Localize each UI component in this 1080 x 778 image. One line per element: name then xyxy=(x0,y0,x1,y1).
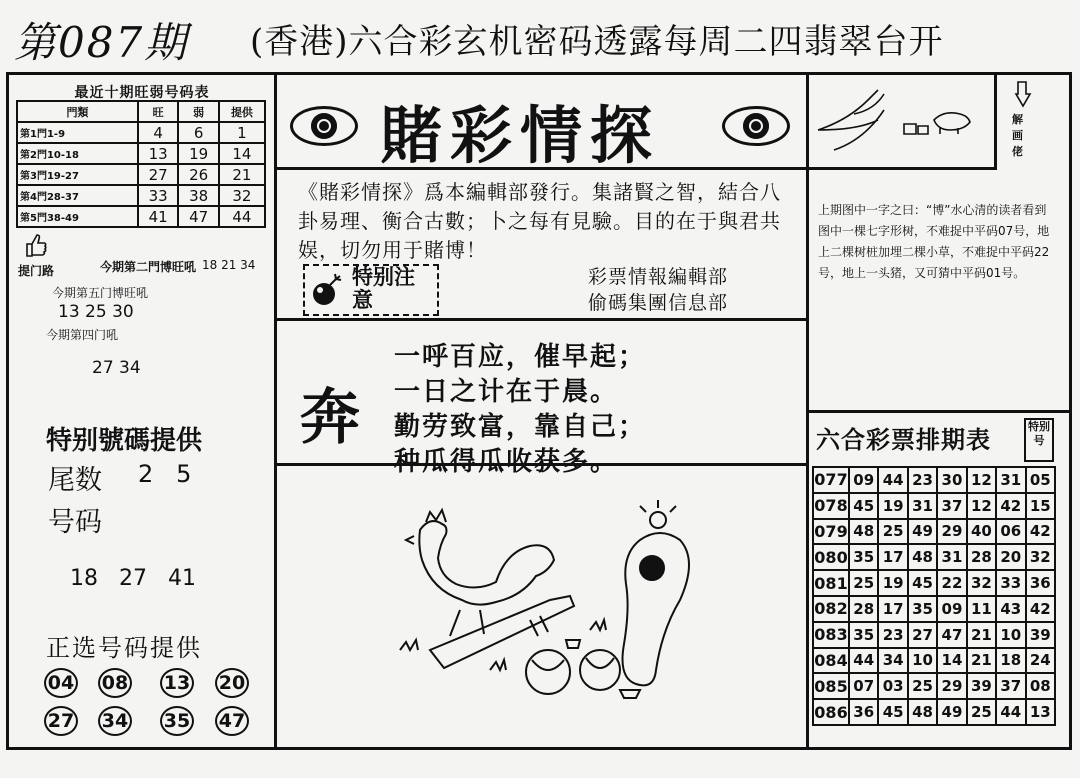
period-cell: 第2門10-18 xyxy=(17,143,138,164)
number-cell: 09 xyxy=(937,596,966,622)
issue-cell: 080 xyxy=(813,544,849,570)
issue-cell: 085 xyxy=(813,673,849,699)
issue-cell: 082 xyxy=(813,596,849,622)
number-cell: 15 xyxy=(1026,493,1055,519)
number-cell: 21 xyxy=(967,622,996,648)
eye-icon xyxy=(290,106,358,146)
number-cell: 42 xyxy=(1026,596,1055,622)
thumbs-up-icon xyxy=(24,232,48,258)
number-cell: 19 xyxy=(878,493,907,519)
number-cell: 35 xyxy=(849,544,878,570)
ruo-cell: 38 xyxy=(178,185,219,206)
rooster-illustration xyxy=(390,500,730,710)
selected-number: 13 xyxy=(160,668,194,698)
tigong-cell: 14 xyxy=(219,143,265,164)
number-cell: 35 xyxy=(908,596,937,622)
table-row xyxy=(17,164,265,185)
number-cell: 29 xyxy=(937,519,966,545)
divider xyxy=(808,167,994,170)
schedule-row xyxy=(813,519,1055,545)
issue-cell: 077 xyxy=(813,467,849,493)
table-row xyxy=(17,185,265,206)
selected-number: 47 xyxy=(215,706,249,736)
number-cell: 28 xyxy=(967,544,996,570)
tail-label: 尾数 xyxy=(48,465,102,496)
number-cell: 07 xyxy=(849,673,878,699)
number-cell: 31 xyxy=(996,467,1025,493)
number-cell: 39 xyxy=(1026,622,1055,648)
issue-cell: 078 xyxy=(813,493,849,519)
selected-number: 20 xyxy=(215,668,249,698)
number-cell: 45 xyxy=(878,699,907,725)
number-cell: 42 xyxy=(996,493,1025,519)
riddle-text: 上期图中一字之曰：“博”水心清的读者看到图中一棵七字形树，不难捉中平码07号，地上二棵树桩加埋二棵小草，不难捉中平码22号，地上一头猪，又可猜中平码01号。 xyxy=(818,203,1050,280)
notice-label: 特别注意 xyxy=(352,265,415,312)
number-cell: 23 xyxy=(878,622,907,648)
wang-cell: 27 xyxy=(138,164,179,185)
col-header: 提供 xyxy=(219,101,265,122)
table-row xyxy=(17,143,265,164)
selected-number: 27 xyxy=(44,706,78,736)
number-cell: 14 xyxy=(937,648,966,674)
number-cell: 05 xyxy=(1026,467,1055,493)
schedule-title: 六合彩票排期表 xyxy=(816,426,991,454)
tail-nums: 2 5 xyxy=(138,460,192,488)
number-cell: 03 xyxy=(878,673,907,699)
number-cell: 12 xyxy=(967,467,996,493)
number-cell: 48 xyxy=(908,544,937,570)
number-cell: 21 xyxy=(967,648,996,674)
tip-line1-label: 今期第二門博旺吼 xyxy=(100,260,197,274)
number-cell: 32 xyxy=(1026,544,1055,570)
schedule-row xyxy=(813,493,1055,519)
number-cell: 08 xyxy=(1026,673,1055,699)
eye-icon xyxy=(722,106,790,146)
hint-label: 提门路 xyxy=(18,264,55,278)
dept1: 彩票情報編輯部 xyxy=(588,266,729,288)
issue-cell: 079 xyxy=(813,519,849,545)
number-cell: 43 xyxy=(996,596,1025,622)
number-cell: 48 xyxy=(908,699,937,725)
schedule-row xyxy=(813,596,1055,622)
table-row xyxy=(17,206,265,227)
issue-label: 第087期 xyxy=(14,18,189,67)
number-cell: 37 xyxy=(996,673,1025,699)
schedule-row xyxy=(813,467,1055,493)
recent-table-title: 最近十期旺弱号码表 xyxy=(74,85,210,101)
divider xyxy=(808,410,1072,413)
riddle-side-label: 解画佬 xyxy=(1012,113,1023,158)
number-cell: 12 xyxy=(967,493,996,519)
number-cell: 32 xyxy=(967,570,996,596)
schedule-row xyxy=(813,570,1055,596)
col-header: 旺 xyxy=(138,101,179,122)
number-cell: 19 xyxy=(878,570,907,596)
wang-cell: 4 xyxy=(138,122,179,143)
col-header: 弱 xyxy=(178,101,219,122)
number-cell: 17 xyxy=(878,596,907,622)
number-cell: 36 xyxy=(1026,570,1055,596)
tip-line2-label: 今期第五门博旺吼 xyxy=(52,286,149,300)
tip-line1-nums: 18 21 34 xyxy=(202,258,256,272)
number-cell: 45 xyxy=(849,493,878,519)
divider xyxy=(994,72,997,170)
tigong-cell: 32 xyxy=(219,185,265,206)
left-divider xyxy=(274,72,277,750)
number-cell: 09 xyxy=(849,467,878,493)
poem-char: 奔 xyxy=(300,383,360,453)
page-title: (香港)六合彩玄机密码透露每周二四翡翠台开 xyxy=(250,22,944,62)
schedule-row xyxy=(813,699,1055,725)
table-row xyxy=(17,122,265,143)
number-cell: 35 xyxy=(849,622,878,648)
number-cell: 34 xyxy=(878,648,907,674)
number-cell: 45 xyxy=(908,570,937,596)
divider xyxy=(276,318,808,321)
issue-cell: 084 xyxy=(813,648,849,674)
number-cell: 06 xyxy=(996,519,1025,545)
riddle-picture xyxy=(814,80,990,164)
code-nums: 18 27 41 xyxy=(70,566,196,591)
number-cell: 20 xyxy=(996,544,1025,570)
ruo-cell: 6 xyxy=(178,122,219,143)
brand-intro: 《賭彩情探》爲本編輯部發行。集諸賢之智，結合八卦易理、衡合古數；卜之每有見驗。目的在于與君共娱，切勿用于賭博！ xyxy=(298,180,781,262)
schedule-row xyxy=(813,648,1055,674)
issue-cell: 083 xyxy=(813,622,849,648)
number-cell: 29 xyxy=(937,673,966,699)
tigong-cell: 21 xyxy=(219,164,265,185)
number-cell: 23 xyxy=(908,467,937,493)
ruo-cell: 19 xyxy=(178,143,219,164)
number-cell: 27 xyxy=(908,622,937,648)
number-cell: 24 xyxy=(1026,648,1055,674)
tip-line3-label: 今期第四门吼 xyxy=(46,328,119,342)
number-cell: 44 xyxy=(849,648,878,674)
number-cell: 28 xyxy=(849,596,878,622)
number-cell: 25 xyxy=(849,570,878,596)
code-label: 号码 xyxy=(48,507,102,538)
poem-line: 一日之计在于晨。 xyxy=(394,377,619,407)
number-cell: 18 xyxy=(996,648,1025,674)
selected-number: 08 xyxy=(98,668,132,698)
period-cell: 第1門1-9 xyxy=(17,122,138,143)
pointing-hand-icon xyxy=(1012,80,1034,108)
number-cell: 22 xyxy=(937,570,966,596)
tip-line3-nums: 27 34 xyxy=(92,358,141,378)
number-cell: 44 xyxy=(878,467,907,493)
schedule-row xyxy=(813,622,1055,648)
col-header: 門類 xyxy=(17,101,138,122)
poem-line: 种瓜得瓜收获多。 xyxy=(394,447,619,477)
number-cell: 49 xyxy=(937,699,966,725)
special-heading: 特别號碼提供 xyxy=(46,426,203,456)
number-cell: 49 xyxy=(908,519,937,545)
dept2: 偷碼集團信息部 xyxy=(588,292,729,314)
tip-line2-nums: 13 25 30 xyxy=(58,302,134,322)
number-cell: 11 xyxy=(967,596,996,622)
period-cell: 第4門28-37 xyxy=(17,185,138,206)
selected-number: 35 xyxy=(160,706,194,736)
number-cell: 10 xyxy=(908,648,937,674)
ruo-cell: 26 xyxy=(178,164,219,185)
poem xyxy=(394,340,646,480)
number-cell: 44 xyxy=(996,699,1025,725)
selected-number: 04 xyxy=(44,668,78,698)
wang-cell: 13 xyxy=(138,143,179,164)
wang-cell: 41 xyxy=(138,206,179,227)
bomb-icon xyxy=(310,272,344,308)
period-cell: 第3門19-27 xyxy=(17,164,138,185)
number-cell: 36 xyxy=(849,699,878,725)
period-cell: 第5門38-49 xyxy=(17,206,138,227)
tigong-cell: 1 xyxy=(219,122,265,143)
number-cell: 13 xyxy=(1026,699,1055,725)
number-cell: 10 xyxy=(996,622,1025,648)
schedule-side-label: 特别号 xyxy=(1024,418,1054,462)
number-cell: 47 xyxy=(937,622,966,648)
number-cell: 17 xyxy=(878,544,907,570)
number-cell: 40 xyxy=(967,519,996,545)
schedule-table xyxy=(812,466,1056,726)
tigong-cell: 44 xyxy=(219,206,265,227)
number-cell: 25 xyxy=(908,673,937,699)
number-cell: 42 xyxy=(1026,519,1055,545)
number-cell: 30 xyxy=(937,467,966,493)
number-cell: 31 xyxy=(937,544,966,570)
poem-line: 勤劳致富，靠自己； xyxy=(394,412,647,442)
ruo-cell: 47 xyxy=(178,206,219,227)
brand-title: 賭彩情探 xyxy=(380,99,661,172)
number-cell: 33 xyxy=(996,570,1025,596)
number-cell: 37 xyxy=(937,493,966,519)
wang-cell: 33 xyxy=(138,185,179,206)
selected-number: 34 xyxy=(98,706,132,736)
number-cell: 25 xyxy=(878,519,907,545)
issue-cell: 086 xyxy=(813,699,849,725)
recent-table xyxy=(16,100,266,228)
number-cell: 48 xyxy=(849,519,878,545)
schedule-row xyxy=(813,673,1055,699)
schedule-row xyxy=(813,544,1055,570)
poem-line: 一呼百应，催早起； xyxy=(394,342,647,372)
number-cell: 25 xyxy=(967,699,996,725)
number-cell: 31 xyxy=(908,493,937,519)
issue-cell: 081 xyxy=(813,570,849,596)
selected-heading: 正选号码提供 xyxy=(46,634,202,662)
number-cell: 39 xyxy=(967,673,996,699)
